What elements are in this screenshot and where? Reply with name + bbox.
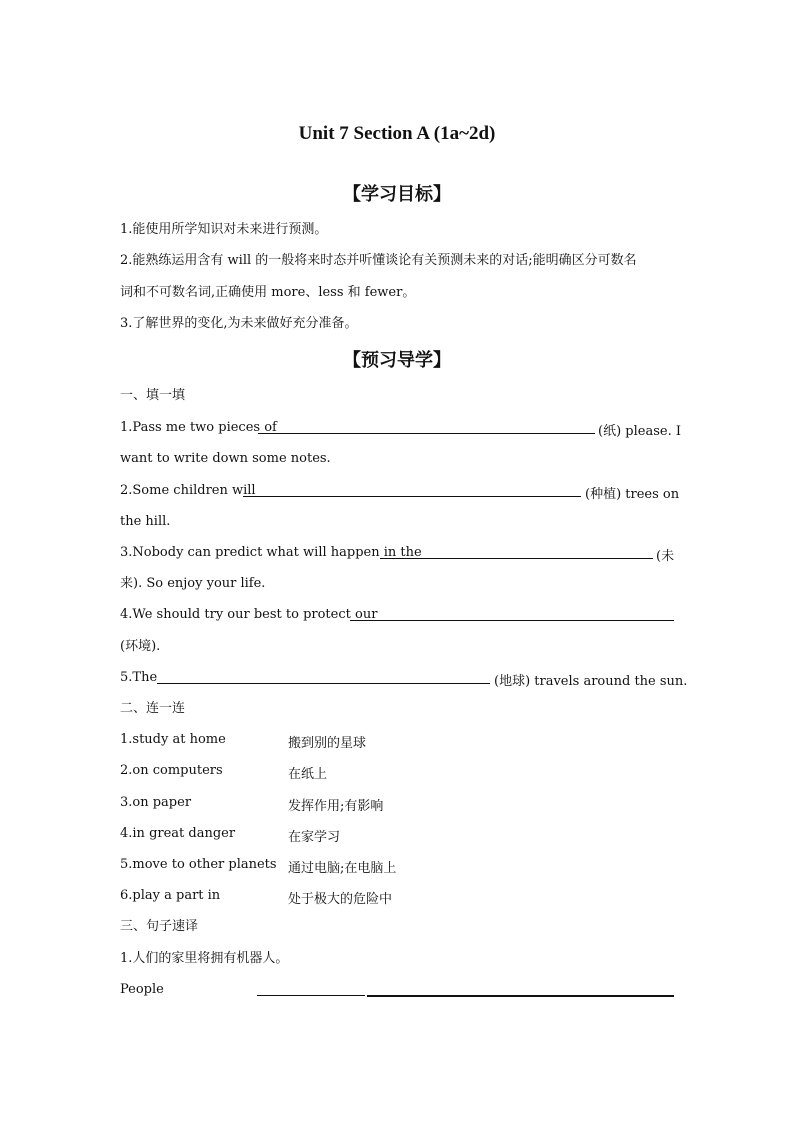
fill-q2-hint: (种植) trees on	[585, 487, 680, 502]
fill-q3-blank[interactable]	[380, 546, 653, 559]
fill-q3-continuation: 来). So enjoy your life.	[120, 576, 266, 591]
match-left-item[interactable]: 2.on computers	[120, 763, 223, 778]
section-match-label: 二、连一连	[120, 701, 186, 716]
match-left-item[interactable]: 6.play a part in	[120, 888, 221, 903]
preview-heading: 【预习导学】	[343, 350, 451, 371]
fill-q4-continuation: (环境).	[120, 639, 161, 654]
translate-q1-blank[interactable]	[367, 983, 674, 997]
goal-item-3: 3.了解世界的变化,为未来做好充分准备。	[120, 316, 358, 331]
fill-q3-hint: (未	[656, 549, 675, 564]
fill-q3-text: 3.Nobody can predict what will happen in the	[120, 545, 422, 560]
match-left-item[interactable]: 1.study at home	[120, 732, 226, 747]
match-left-item[interactable]: 3.on paper	[120, 795, 192, 810]
fill-q4-blank[interactable]	[350, 608, 674, 621]
translate-q1-text: 1.人们的家里将拥有机器人。	[120, 951, 289, 966]
fill-q5-blank[interactable]	[157, 671, 490, 684]
match-right-item[interactable]: 在家学习	[288, 830, 341, 845]
fill-q2-blank[interactable]	[243, 484, 581, 497]
match-right-item[interactable]: 处于极大的危险中	[288, 892, 393, 907]
page-title: Unit 7 Section A (1a~2d)	[298, 123, 496, 144]
match-right-item[interactable]: 通过电脑;在电脑上	[288, 861, 397, 876]
fill-q5-hint: (地球) travels around the sun.	[494, 674, 688, 689]
section-translate-label: 三、句子速译	[120, 919, 199, 934]
match-right-item[interactable]: 发挥作用;有影响	[288, 799, 384, 814]
fill-q2-continuation: the hill.	[120, 514, 171, 529]
goal-item-1: 1.能使用所学知识对未来进行预测。	[120, 222, 328, 237]
fill-q5-text: 5.The	[120, 670, 158, 685]
match-left-item[interactable]: 5.move to other planets	[120, 857, 277, 872]
goal-item-2-line-1: 2.能熟练运用含有 will 的一般将来时态并听懂谈论有关预测未来的对话;能明确区分可数名	[120, 253, 637, 268]
section-fill-label: 一、填一填	[120, 388, 186, 403]
goal-item-2-line-2: 词和不可数名词,正确使用 more、less 和 fewer。	[120, 285, 416, 300]
translate-q1-blank-short[interactable]	[257, 983, 365, 996]
match-left-item[interactable]: 4.in great danger	[120, 826, 236, 841]
fill-q1-blank[interactable]	[258, 421, 595, 434]
fill-q1-hint: (纸) please. I	[598, 424, 681, 439]
fill-q4-text: 4.We should try our best to protect our	[120, 607, 378, 622]
fill-q1-text: 1.Pass me two pieces of	[120, 420, 277, 435]
fill-q2-text: 2.Some children will	[120, 483, 256, 498]
fill-q1-continuation: want to write down some notes.	[120, 451, 331, 466]
learning-goals-heading: 【学习目标】	[343, 184, 451, 205]
match-right-item[interactable]: 在纸上	[288, 767, 328, 782]
match-right-item[interactable]: 搬到别的星球	[288, 736, 367, 751]
translate-q1-answer-start: People	[120, 982, 164, 997]
